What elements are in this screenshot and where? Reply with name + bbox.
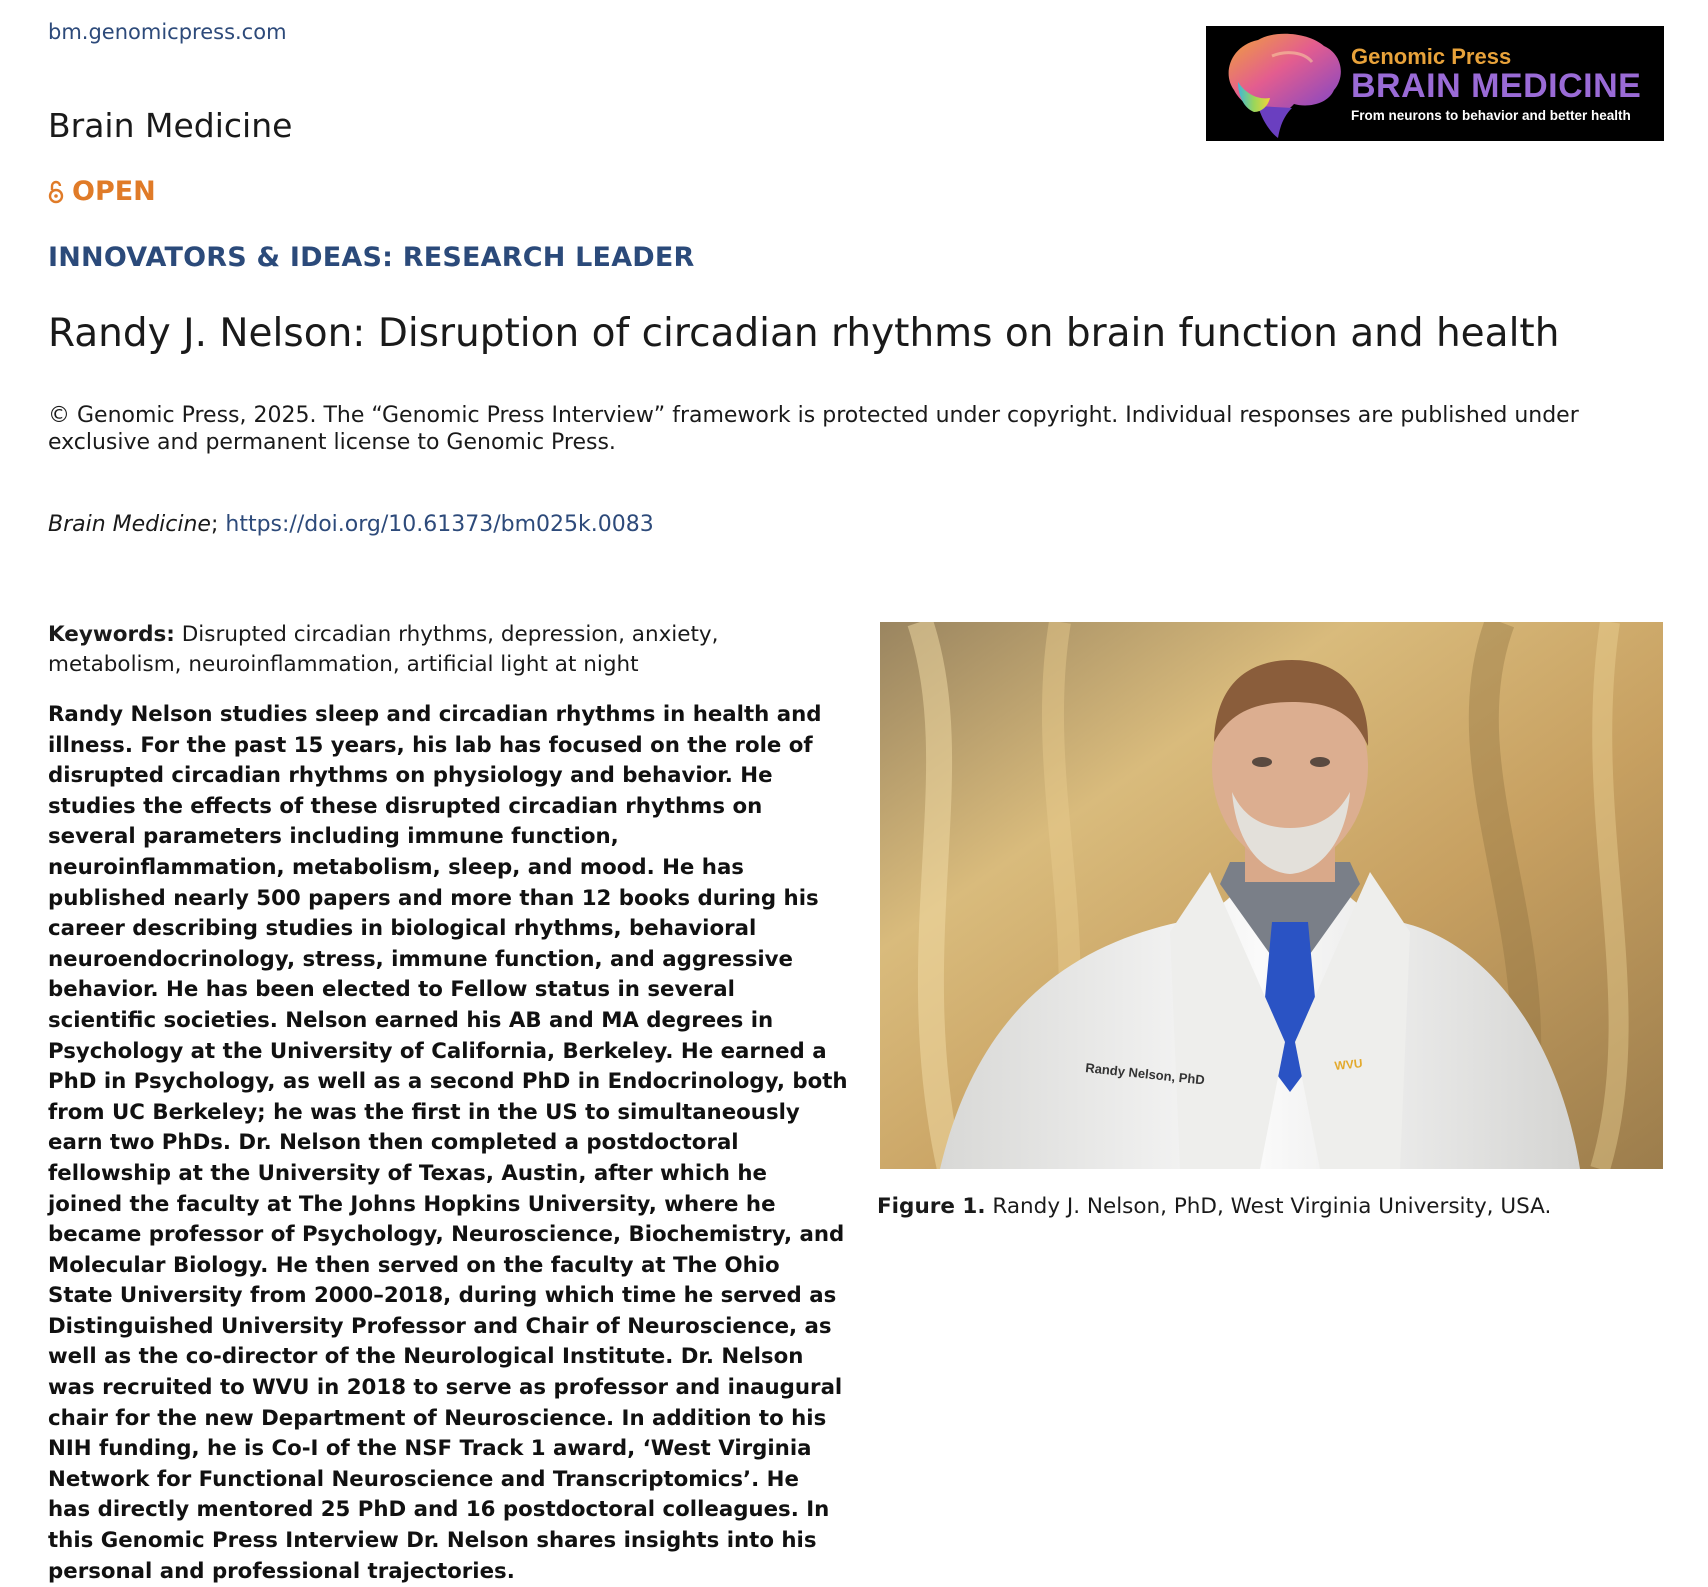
- doi-link[interactable]: https://doi.org/10.61373/bm025k.0083: [225, 512, 654, 537]
- brain-medicine-logo: [1206, 26, 1664, 141]
- figure-caption: [877, 1194, 1677, 1219]
- copyright-notice: © Genomic Press, 2025. The “Genomic Press Interview” framework is protected under copyright. Individual responses are published under exclusive and permanent license to Genomic Press.: [48, 403, 1579, 455]
- portrait-photo: [880, 622, 1663, 1169]
- brain-logo-icon: [1212, 28, 1352, 140]
- open-access-badge: [48, 176, 156, 207]
- keywords-block: [48, 620, 848, 680]
- coat-name-tag: Randy Nelson, PhD: [1084, 1060, 1206, 1088]
- citation-line: [48, 512, 654, 537]
- open-access-label: OPEN: [72, 176, 156, 207]
- figure-caption-text: Randy J. Nelson, PhD, West Virginia University, USA.: [992, 1194, 1552, 1219]
- figure-label: Figure 1.: [877, 1194, 986, 1219]
- citation-separator: ;: [210, 512, 219, 537]
- logo-tagline-text: From neurons to behavior and better health: [1351, 108, 1631, 123]
- logo-journal-text: BRAIN MEDICINE: [1351, 67, 1642, 105]
- logo-publisher-text: Genomic Press: [1351, 44, 1512, 69]
- keywords-text: Disrupted circadian rhythms, depression, anxiety, metabolism, neuroinflammation, artificial light at night: [48, 622, 719, 677]
- coat-logo-tag: WVU: [1333, 1056, 1364, 1073]
- site-url-link[interactable]: bm.genomicpress.com: [48, 20, 287, 44]
- keywords-label: Keywords:: [48, 622, 175, 647]
- journal-name: Brain Medicine: [48, 106, 293, 145]
- open-lock-icon: [48, 180, 64, 204]
- article-title: Randy J. Nelson: Disruption of circadian rhythms on brain function and health: [48, 311, 1560, 356]
- section-label: INNOVATORS & IDEAS: RESEARCH LEADER: [48, 242, 695, 273]
- citation-journal: Brain Medicine: [48, 512, 211, 537]
- abstract-text: Randy Nelson studies sleep and circadian rhythms in health and illness. For the past 15 years, his lab has focused on the role of disrupted circadian rhythms on physiology and behavior. He studies the effects of these disrupted circadian rhythms on several parameters including immune function, neuroinflammation, metabolism, sleep, and mood. He has published nearly 500 papers and more than 12 books during his career describing studies in biological rhythms, behavioral neuroendocrinology, stress, immune function, and aggressive behavior. He has been elected to Fellow status in several scientific societies. Nelson earned his AB and MA degrees in Psychology at the University of California, Berkeley. He earned a PhD in Psychology, as well as a second PhD in Endocrinology, both from UC Berkeley; he was the first in the US to simultaneously earn two PhDs. Dr. Nelson then completed a postdoctoral fellowship at the University of Texas, Austin, after which he joined the faculty at The Johns Hopkins University, where he became professor of Psychology, Neuroscience, Biochemistry, and Molecular Biology. He then served on the faculty at The Ohio State University from 2000–2018, during which time he served as Distinguished University Professor and Chair of Neuroscience, as well as the co-director of the Neurological Institute. Dr. Nelson was recruited to WVU in 2018 to serve as professor and inaugural chair for the new Department of Neuroscience. In addition to his NIH funding, he is Co-I of the NSF Track 1 award, ‘West Virginia Network for Functional Neuroscience and Transcriptomics’. He has directly mentored 25 PhD and 16 postdoctoral colleagues. In this Genomic Press Interview Dr. Nelson shares insights into his personal and professional trajectories.: [48, 702, 848, 1584]
- figure-1-portrait: [880, 622, 1663, 1169]
